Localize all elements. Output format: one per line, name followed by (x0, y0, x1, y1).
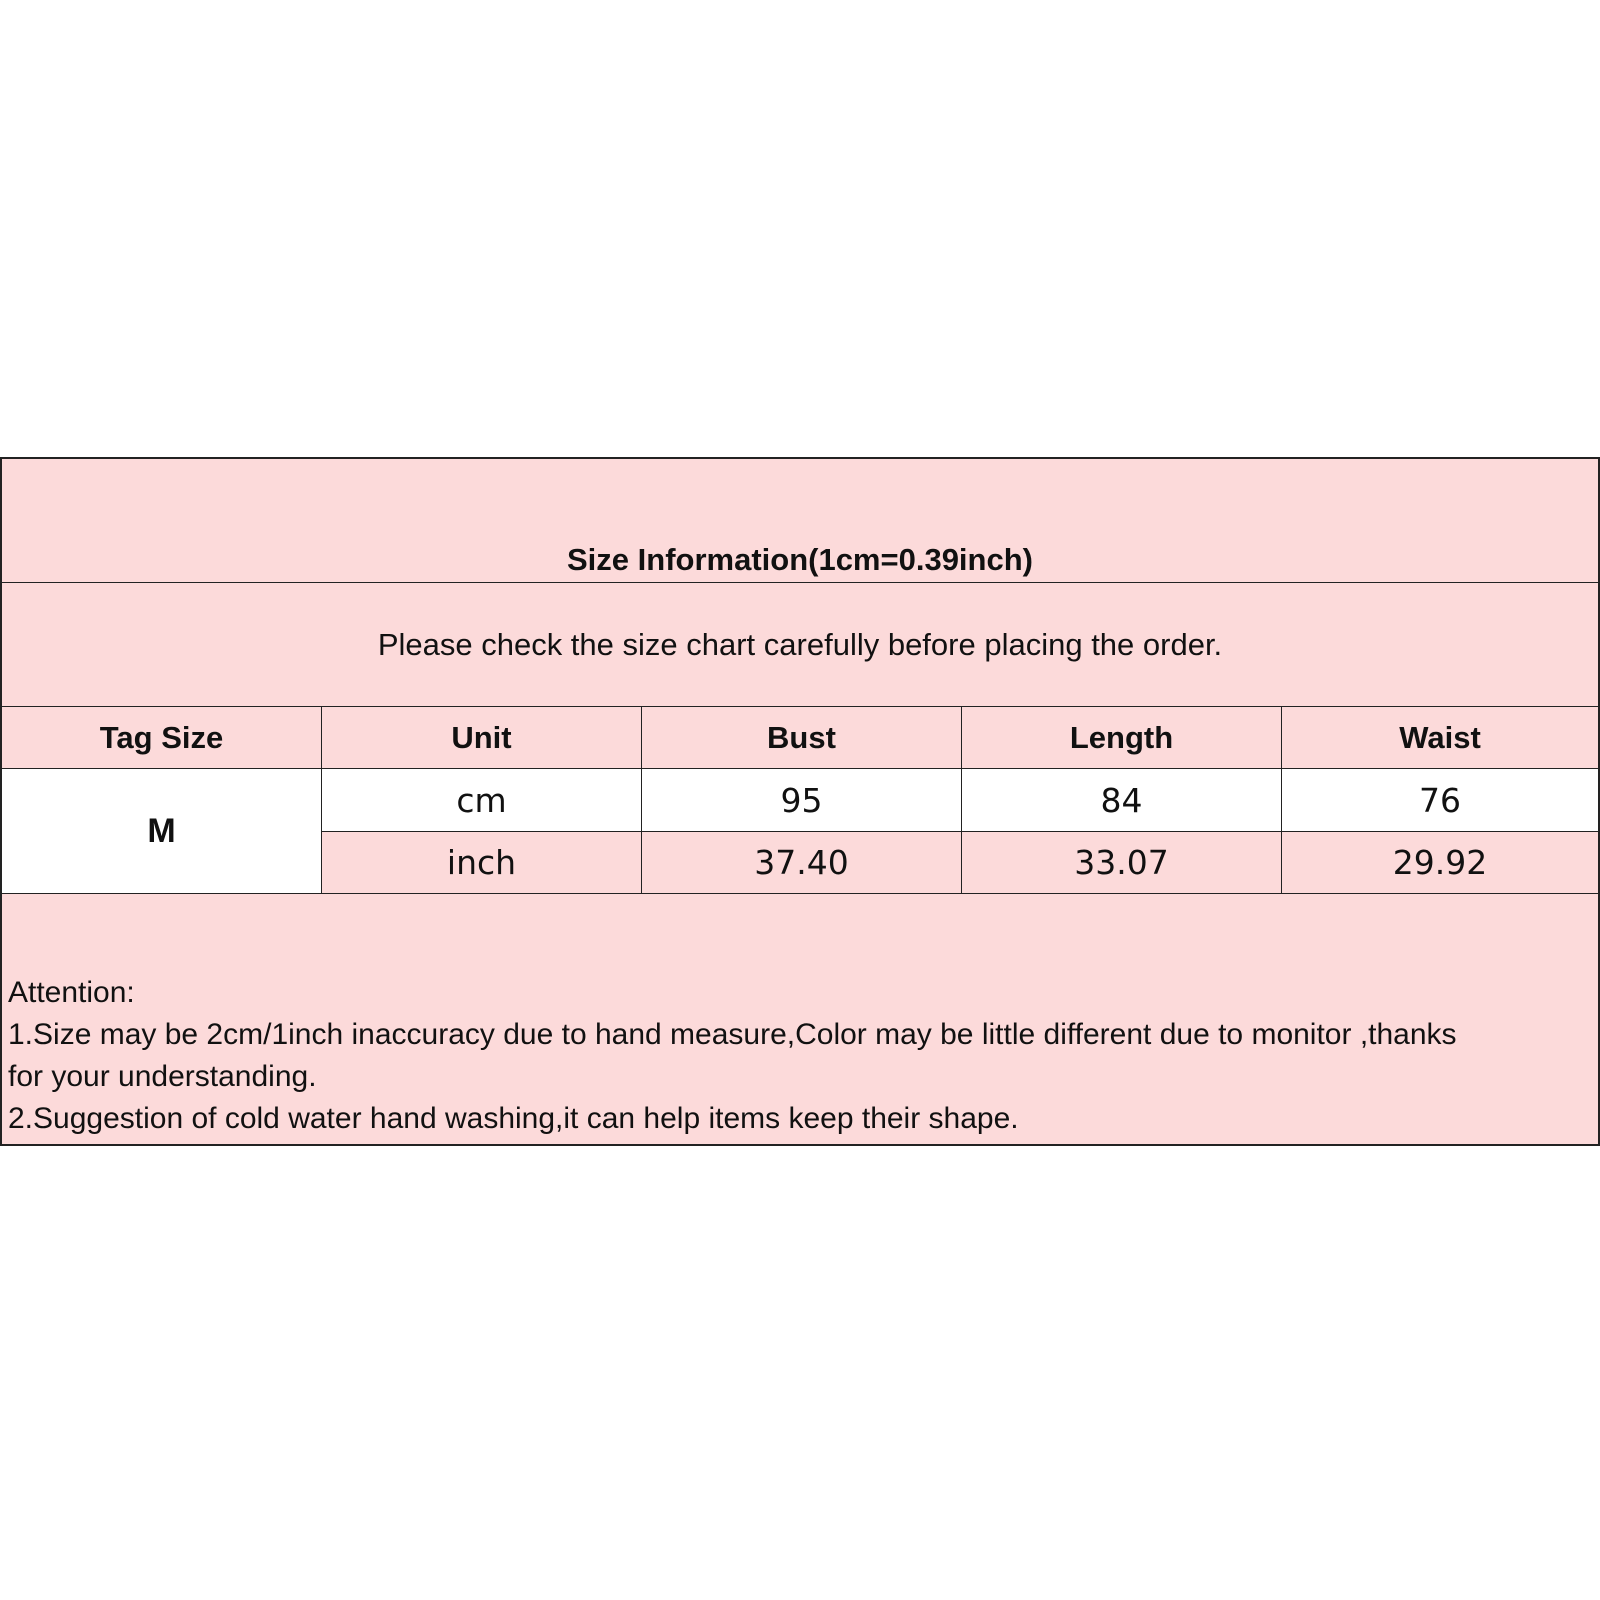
size-m-block (2, 769, 1598, 894)
notice-row (2, 583, 1598, 707)
unit-cell: cm (322, 769, 642, 831)
header-row (2, 707, 1598, 769)
chart-title: Size Information(1cm=0.39inch) (567, 542, 1033, 577)
header-tag-size: Tag Size (2, 707, 322, 768)
attention-section (2, 894, 1598, 1144)
measurement-rows (322, 769, 1598, 893)
table-row (322, 769, 1598, 831)
size-chart-table (0, 457, 1600, 1146)
tag-size-cell: M (2, 769, 322, 893)
header-length: Length (962, 707, 1282, 768)
attention-line-3: 2.Suggestion of cold water hand washing,it can help items keep their shape. (8, 1102, 1019, 1135)
attention-line-1: 1.Size may be 2cm/1inch inaccuracy due to hand measure,Color may be little different due to monitor ,thanks (8, 1018, 1457, 1051)
waist-cell: 76 (1419, 780, 1461, 820)
header-bust: Bust (642, 707, 962, 768)
attention-line-2: for your understanding. (8, 1060, 317, 1093)
notice-text: Please check the size chart carefully before placing the order. (377, 626, 1223, 662)
title-row (2, 459, 1598, 583)
length-cell: 84 (962, 769, 1282, 831)
header-unit: Unit (322, 707, 642, 768)
attention-heading: Attention: (8, 976, 135, 1009)
bust-cell: 37.40 (642, 832, 962, 893)
header-waist: Waist (1399, 719, 1481, 755)
bust-cell: 95 (642, 769, 962, 831)
unit-cell: inch (322, 832, 642, 893)
waist-cell: 29.92 (1392, 843, 1488, 882)
length-cell: 33.07 (962, 832, 1282, 893)
table-row (322, 831, 1598, 893)
